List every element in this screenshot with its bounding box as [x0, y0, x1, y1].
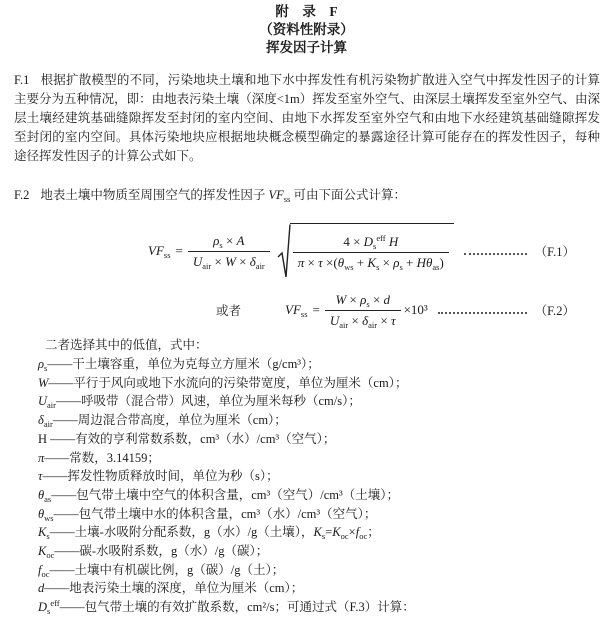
- variable-definition: $D_s^{eff}——$包气带土壤的有效扩散系数，cm²/s；可通过式（F.3）计算：: [38, 598, 415, 617]
- clause-f2-paragraph: [14, 186, 600, 205]
- variables-list: [38, 355, 613, 617]
- appendix-title: 附 录 F: [275, 4, 338, 19]
- variable-definition: d——地表污染土壤的深度，单位为厘米（cm）；: [38, 581, 304, 596]
- variable-definition: $K_s——$土壤-水吸附分配系数，g（水）/g（土壤），$K_s=K_{oc}\times f_{oc}$；: [38, 525, 380, 542]
- formula-f2-denominator: $U_{air} \times \delta_{air} \times \tau$: [325, 310, 401, 329]
- variable-definition: $\rho_s——$干土壤容重，单位为克每立方厘米（g/cm³）；: [38, 357, 320, 373]
- equals-sign: =: [312, 302, 320, 317]
- formula-f1-label: （F.1）: [534, 245, 575, 259]
- formula-f1-numerator: $\rho_s \times A$: [213, 232, 245, 250]
- formula-f2: [0, 289, 613, 331]
- formula-f2-numerator: $W \times \rho_s \times d$: [335, 291, 391, 309]
- variables-intro: 二者选择其中的低值，式中：: [45, 338, 208, 352]
- variable-definition: τ——挥发性物质释放时间，单位为秒（s）；: [38, 469, 279, 484]
- variable-definition: $\delta_{air}——$周边混合带高度，单位为厘米（cm）；: [38, 413, 287, 430]
- appendix-title-block: [0, 0, 613, 57]
- dot-leader: [464, 253, 527, 255]
- variable-definition: $U_{air}——$呼吸带（混合带）风速，单位为厘米每秒（cm/s）；: [38, 394, 361, 411]
- clause-f1-number: F.1: [14, 73, 30, 87]
- formula-f1-inner-fraction: [293, 234, 449, 271]
- variable-definition: $K_{oc}——$碳-水吸附系数，g（水）/g（碳）；: [38, 544, 269, 561]
- formula-f1-square-root: [277, 223, 454, 279]
- dot-leader: [438, 312, 527, 314]
- formula-f1-denominator: $U_{air} \times W \times \delta_{air}$: [188, 251, 270, 270]
- formula-f2-multiplier: ×10³: [403, 302, 428, 317]
- formula-f2-fraction: [325, 292, 401, 329]
- variable-definition: π——常数，3.14159；: [38, 450, 160, 465]
- radical-sign-icon: [277, 223, 291, 279]
- formula-f1-radicand: [290, 223, 454, 279]
- clause-f1-paragraph: [14, 71, 600, 166]
- formula-f2-label: （F.2）: [534, 304, 575, 318]
- formula-f1-inner-numerator: $4 \times D_s^{eff}$ H: [343, 233, 399, 251]
- clause-f2-number: F.2: [14, 188, 30, 202]
- clause-f2-text: 地表土壤中物质至周围空气的挥发性因子 $VF_{ss}$ 可由下面公式计算：: [40, 188, 407, 204]
- clause-f1-text: 根据扩散模型的不同，污染地块土壤和地下水中挥发性有机污染物扩散进入空气中挥发性因子的计算主要分为五种情况，即：由地表污染土壤（深度<1m）挥发至室外空气、由深层土壤挥发至室外空气、由深层土壤经建筑基础缝隙挥发至封闭的室内空间、由地下水挥发至室外空气和由地下水经建筑基础缝隙挥发至封闭的室内空间。具体污染地块应根据地块概念模型确定的暴露途径计算可能存在的挥发性因子，每种途径挥发性因子的计算公式如下。: [14, 73, 600, 163]
- variable-definition: $\theta_{as}——$包气带土壤中空气的体积含量，cm³（空气）/cm³（土壤）；: [38, 487, 399, 504]
- appendix-section-title: 挥发因子计算: [266, 40, 347, 55]
- variable-definition: $\theta_{ws}——$包气带土壤中水的体积含量，cm³（水）/cm³（空气）；: [38, 506, 377, 523]
- formula-f1: [0, 221, 613, 281]
- variable-definition: H ——有效的亨利常数系数，cm³（水）/cm³（空气）；: [38, 431, 336, 446]
- variable-definition: $f_{oc}——$土壤中有机碳比例，g（碳）/g（土）；: [38, 562, 285, 579]
- or-label: 或者: [216, 304, 242, 318]
- appendix-subtitle: （资料性附录）: [259, 22, 354, 37]
- formula-f1-lhs: $VF_{ss}$: [148, 243, 171, 260]
- variable-definition: W——平行于风向或地下水流向的污染带宽度，单位为厘米（cm）；: [38, 375, 408, 390]
- equals-sign: =: [175, 243, 183, 258]
- formula-f2-lhs: $VF_{ss}$: [285, 302, 308, 319]
- formula-f1-fraction: [188, 233, 270, 270]
- formula-f1-inner-denominator: $\pi \times \tau \times(\theta_{ws} + K_s \times \rho_s + H\theta_{as})$: [293, 252, 449, 271]
